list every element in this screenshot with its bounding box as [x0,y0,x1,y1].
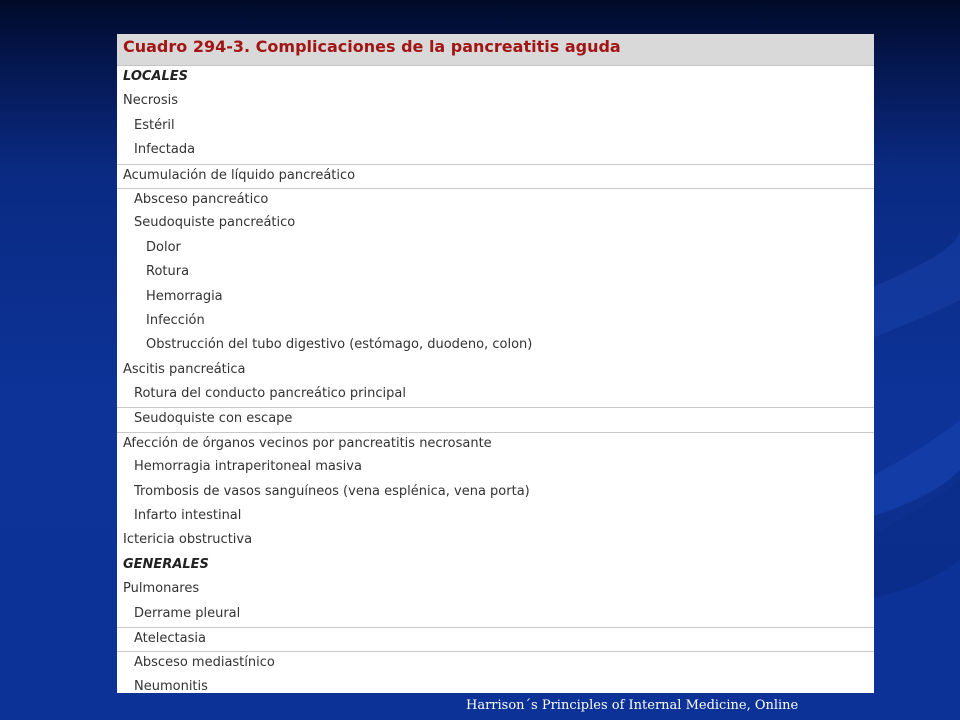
table-row: Absceso pancreático [117,188,874,212]
table-row: Afección de órganos vecinos por pancreatitis necrosante [117,432,874,456]
section-heading: GENERALES [123,556,209,572]
table-row: Necrosis [123,93,179,109]
section-heading: LOCALES [123,69,188,84]
table-row: Atelectasia [117,627,874,651]
table-row: Rotura [146,264,190,280]
table-row: Infarto intestinal [134,508,242,524]
source-caption: Harrison´s Principles of Internal Medicine, Online [466,698,799,713]
table-rows [117,66,874,693]
table-row: Seudoquiste pancreático [134,215,296,231]
table-row: Neumonitis [134,678,208,693]
table-row: Infección [146,312,205,328]
table-row: Rotura del conducto pancreático principal [134,386,406,402]
table-row: Pulmonares [123,581,200,597]
table-row: Infectada [134,142,196,158]
table-row: Derrame pleural [134,605,241,621]
table-title: Cuadro 294-3. Complicaciones de la pancreatitis aguda [117,34,874,66]
table-row: Ictericia obstructiva [123,532,253,548]
table-row: Hemorragia intraperitoneal masiva [134,459,362,475]
table-row: Acumulación de líquido pancreático [117,164,874,188]
complications-table [117,34,874,693]
table-row: Hemorragia [146,288,223,304]
table-row: Obstrucción del tubo digestivo (estómago, duodeno, colon) [146,337,533,353]
table-row: Dolor [146,239,181,255]
table-row: Estéril [134,117,175,133]
table-row: Trombosis de vasos sanguíneos (vena esplénica, vena porta) [134,483,530,499]
table-row: Seudoquiste con escape [117,407,874,431]
table-row: Ascitis pancreática [123,361,246,377]
table-row: Absceso mediastínico [117,651,874,675]
